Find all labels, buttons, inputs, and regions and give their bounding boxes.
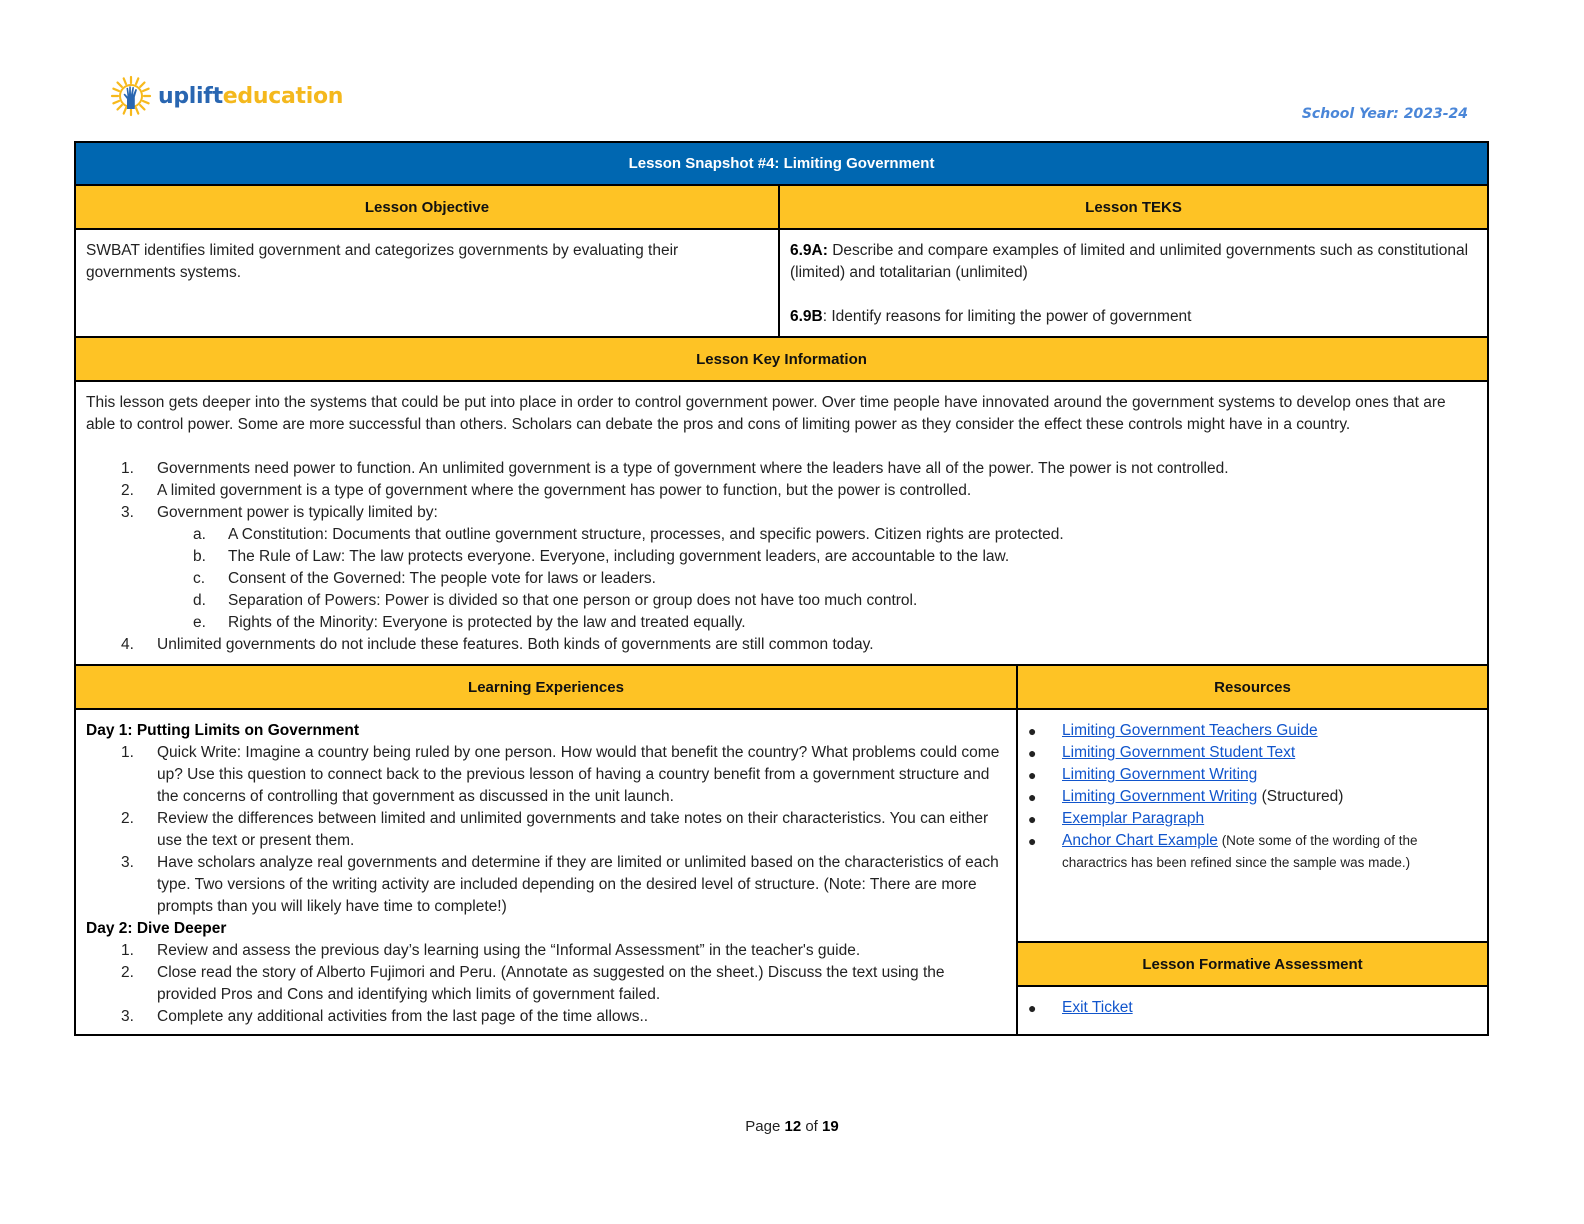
- key-point: [86, 458, 1477, 480]
- formative-item: [1028, 997, 1477, 1019]
- learning-experiences-body: [75, 709, 1017, 1035]
- uplift-education-logo: [110, 74, 343, 118]
- key-point-text: A limited government is a type of government where the government has power to function, but the power is controlled.: [157, 482, 972, 499]
- formative-assessment-header: Lesson Formative Assessment: [1017, 942, 1488, 986]
- of-label: of: [805, 1118, 818, 1135]
- teks-code: 6.9B: [790, 308, 823, 325]
- step-item: [86, 852, 1006, 918]
- resource-item: [1028, 808, 1477, 830]
- step-number: 1.: [121, 942, 134, 959]
- resource-note: (Structured): [1257, 788, 1344, 805]
- limit-item: [157, 568, 1477, 590]
- sun-hand-logo-icon: [110, 75, 152, 117]
- day-title: Day 2: Dive Deeper: [86, 920, 227, 937]
- step-item: [86, 1006, 1006, 1028]
- bullet-icon: ●: [1028, 745, 1037, 761]
- key-point-number: 4.: [121, 636, 134, 653]
- current-page: 12: [784, 1118, 802, 1135]
- key-point: [86, 502, 1477, 634]
- logo-text-education: education: [222, 83, 344, 109]
- bullet-icon: ●: [1028, 1000, 1037, 1016]
- limits-list: [157, 524, 1477, 634]
- resource-item: [1028, 742, 1477, 764]
- bullet-icon: ●: [1028, 833, 1037, 849]
- key-point-text: Governments need power to function. An unlimited government is a type of government where the leaders have all of the power. The power is not controlled.: [157, 460, 1229, 477]
- limit-letter: b.: [193, 548, 206, 565]
- resource-item: [1028, 764, 1477, 786]
- key-point-number: 1.: [121, 460, 134, 477]
- day-steps: [86, 940, 1006, 1028]
- limit-item: [157, 546, 1477, 568]
- key-info-intro: This lesson gets deeper into the systems that could be put into place in order to control government power. Over time people have innovated around the government systems to develop ones that are able to control power. Some are more successful than others. Scholars can debate the pros and cons of limiting power as they consider the effect these controls might have in a country.: [86, 394, 1446, 433]
- total-pages: 19: [822, 1118, 839, 1135]
- bullet-icon: ●: [1028, 789, 1037, 805]
- bullet-icon: ●: [1028, 811, 1037, 827]
- limit-letter: a.: [193, 526, 206, 543]
- page-label: Page: [745, 1118, 781, 1135]
- step-number: 2.: [121, 964, 134, 981]
- step-item: [86, 742, 1006, 808]
- teks-item: [790, 306, 1477, 328]
- formative-list: [1028, 997, 1477, 1019]
- step-text: Close read the story of Alberto Fujimori and Peru. (Annotate as suggested on the sheet.) Discuss the text using the provided Pros and Cons and identifying which limits of government failed.: [157, 964, 945, 1003]
- bullet-icon: ●: [1028, 723, 1037, 739]
- teks-list: [779, 229, 1488, 337]
- limit-text: A Constitution: Documents that outline government structure, processes, and specific powers. Citizen rights are protected.: [228, 526, 1064, 543]
- resource-item: [1028, 830, 1477, 874]
- limit-text: Rights of the Minority: Everyone is protected by the law and treated equally.: [228, 614, 746, 631]
- day-steps: [86, 742, 1006, 918]
- key-point-number: 3.: [121, 504, 134, 521]
- resource-link[interactable]: Limiting Government Writing: [1062, 766, 1258, 783]
- limit-letter: d.: [193, 592, 206, 609]
- key-points-list: [86, 458, 1477, 656]
- day-title: Day 1: Putting Limits on Government: [86, 722, 359, 739]
- logo-text-uplift: uplift: [158, 83, 223, 109]
- exit-ticket-link[interactable]: Exit Ticket: [1062, 999, 1133, 1016]
- key-info-header: Lesson Key Information: [75, 337, 1488, 381]
- teks-item: [790, 240, 1477, 284]
- teks-description: : Identify reasons for limiting the power of government: [822, 308, 1192, 325]
- limit-text: Separation of Powers: Power is divided so that one person or group does not have too much control.: [228, 592, 918, 609]
- resource-link[interactable]: Anchor Chart Example: [1062, 832, 1218, 849]
- lesson-title: Lesson Snapshot #4: Limiting Government: [75, 142, 1488, 185]
- teks-code: 6.9A:: [790, 242, 828, 259]
- key-point: [86, 634, 1477, 656]
- limit-item: [157, 524, 1477, 546]
- step-number: 2.: [121, 810, 134, 827]
- teks-description: Describe and compare examples of limited and unlimited governments such as constitutional (limited) and totalitarian (unlimited): [790, 242, 1469, 281]
- limit-text: The Rule of Law: The law protects everyone. Everyone, including government leaders, are accountable to the law.: [228, 548, 1010, 565]
- key-info-body: [75, 381, 1488, 665]
- resource-item: [1028, 786, 1477, 808]
- page-footer: [0, 1118, 1584, 1135]
- resource-link[interactable]: Limiting Government Teachers Guide: [1062, 722, 1318, 739]
- resources-body: [1017, 709, 1488, 942]
- key-point: [86, 480, 1477, 502]
- limit-letter: c.: [193, 570, 206, 587]
- step-item: [86, 962, 1006, 1006]
- resources-header: Resources: [1017, 665, 1488, 709]
- resource-note: (Note some of the wording of the charactrics has been refined since the sample was made.): [1062, 833, 1418, 870]
- step-item: [86, 940, 1006, 962]
- step-number: 3.: [121, 1008, 134, 1025]
- formative-assessment-body: [1017, 986, 1488, 1035]
- limit-item: [157, 612, 1477, 634]
- step-text: Complete any additional activities from the last page of the time allows..: [157, 1008, 649, 1025]
- resource-link[interactable]: Limiting Government Writing: [1062, 788, 1258, 805]
- step-number: 3.: [121, 854, 134, 871]
- objective-text: SWBAT identifies limited government and categorizes governments by evaluating their governments systems.: [75, 229, 779, 337]
- limit-text: Consent of the Governed: The people vote for laws or leaders.: [228, 570, 656, 587]
- step-text: Review and assess the previous day’s learning using the “Informal Assessment” in the teacher's guide.: [157, 942, 861, 959]
- lesson-snapshot-table: [74, 141, 1489, 1036]
- school-year: School Year: 2023-24: [1301, 106, 1468, 122]
- bullet-icon: ●: [1028, 767, 1037, 783]
- step-text: Quick Write: Imagine a country being ruled by one person. How would that benefit the country? What problems could come up? Use this question to connect back to the previous lesson of having a country benefit from a government structure and the concerns of controlling that government as discussed in the unit launch.: [157, 744, 1000, 805]
- limit-item: [157, 590, 1477, 612]
- learning-experiences-header: Learning Experiences: [75, 665, 1017, 709]
- step-text: Have scholars analyze real governments and determine if they are limited or unlimited based on the characteristics of each type. Two versions of the writing activity are included depending on the desired level of structure. (Note: There are more prompts than you will likely have time to complete!): [157, 854, 999, 915]
- step-number: 1.: [121, 744, 134, 761]
- resources-list: [1028, 720, 1477, 874]
- key-point-number: 2.: [121, 482, 134, 499]
- resource-link[interactable]: Exemplar Paragraph: [1062, 810, 1205, 827]
- resource-link[interactable]: Limiting Government Student Text: [1062, 744, 1296, 761]
- resource-item: [1028, 720, 1477, 742]
- step-item: [86, 808, 1006, 852]
- limit-letter: e.: [193, 614, 206, 631]
- key-point-text: Government power is typically limited by:: [157, 504, 438, 521]
- objective-header: Lesson Objective: [75, 185, 779, 229]
- key-point-text: Unlimited governments do not include these features. Both kinds of governments are still common today.: [157, 636, 874, 653]
- step-text: Review the differences between limited and unlimited governments and take notes on their characteristics. You can either use the text or present them.: [157, 810, 989, 849]
- teks-header: Lesson TEKS: [779, 185, 1488, 229]
